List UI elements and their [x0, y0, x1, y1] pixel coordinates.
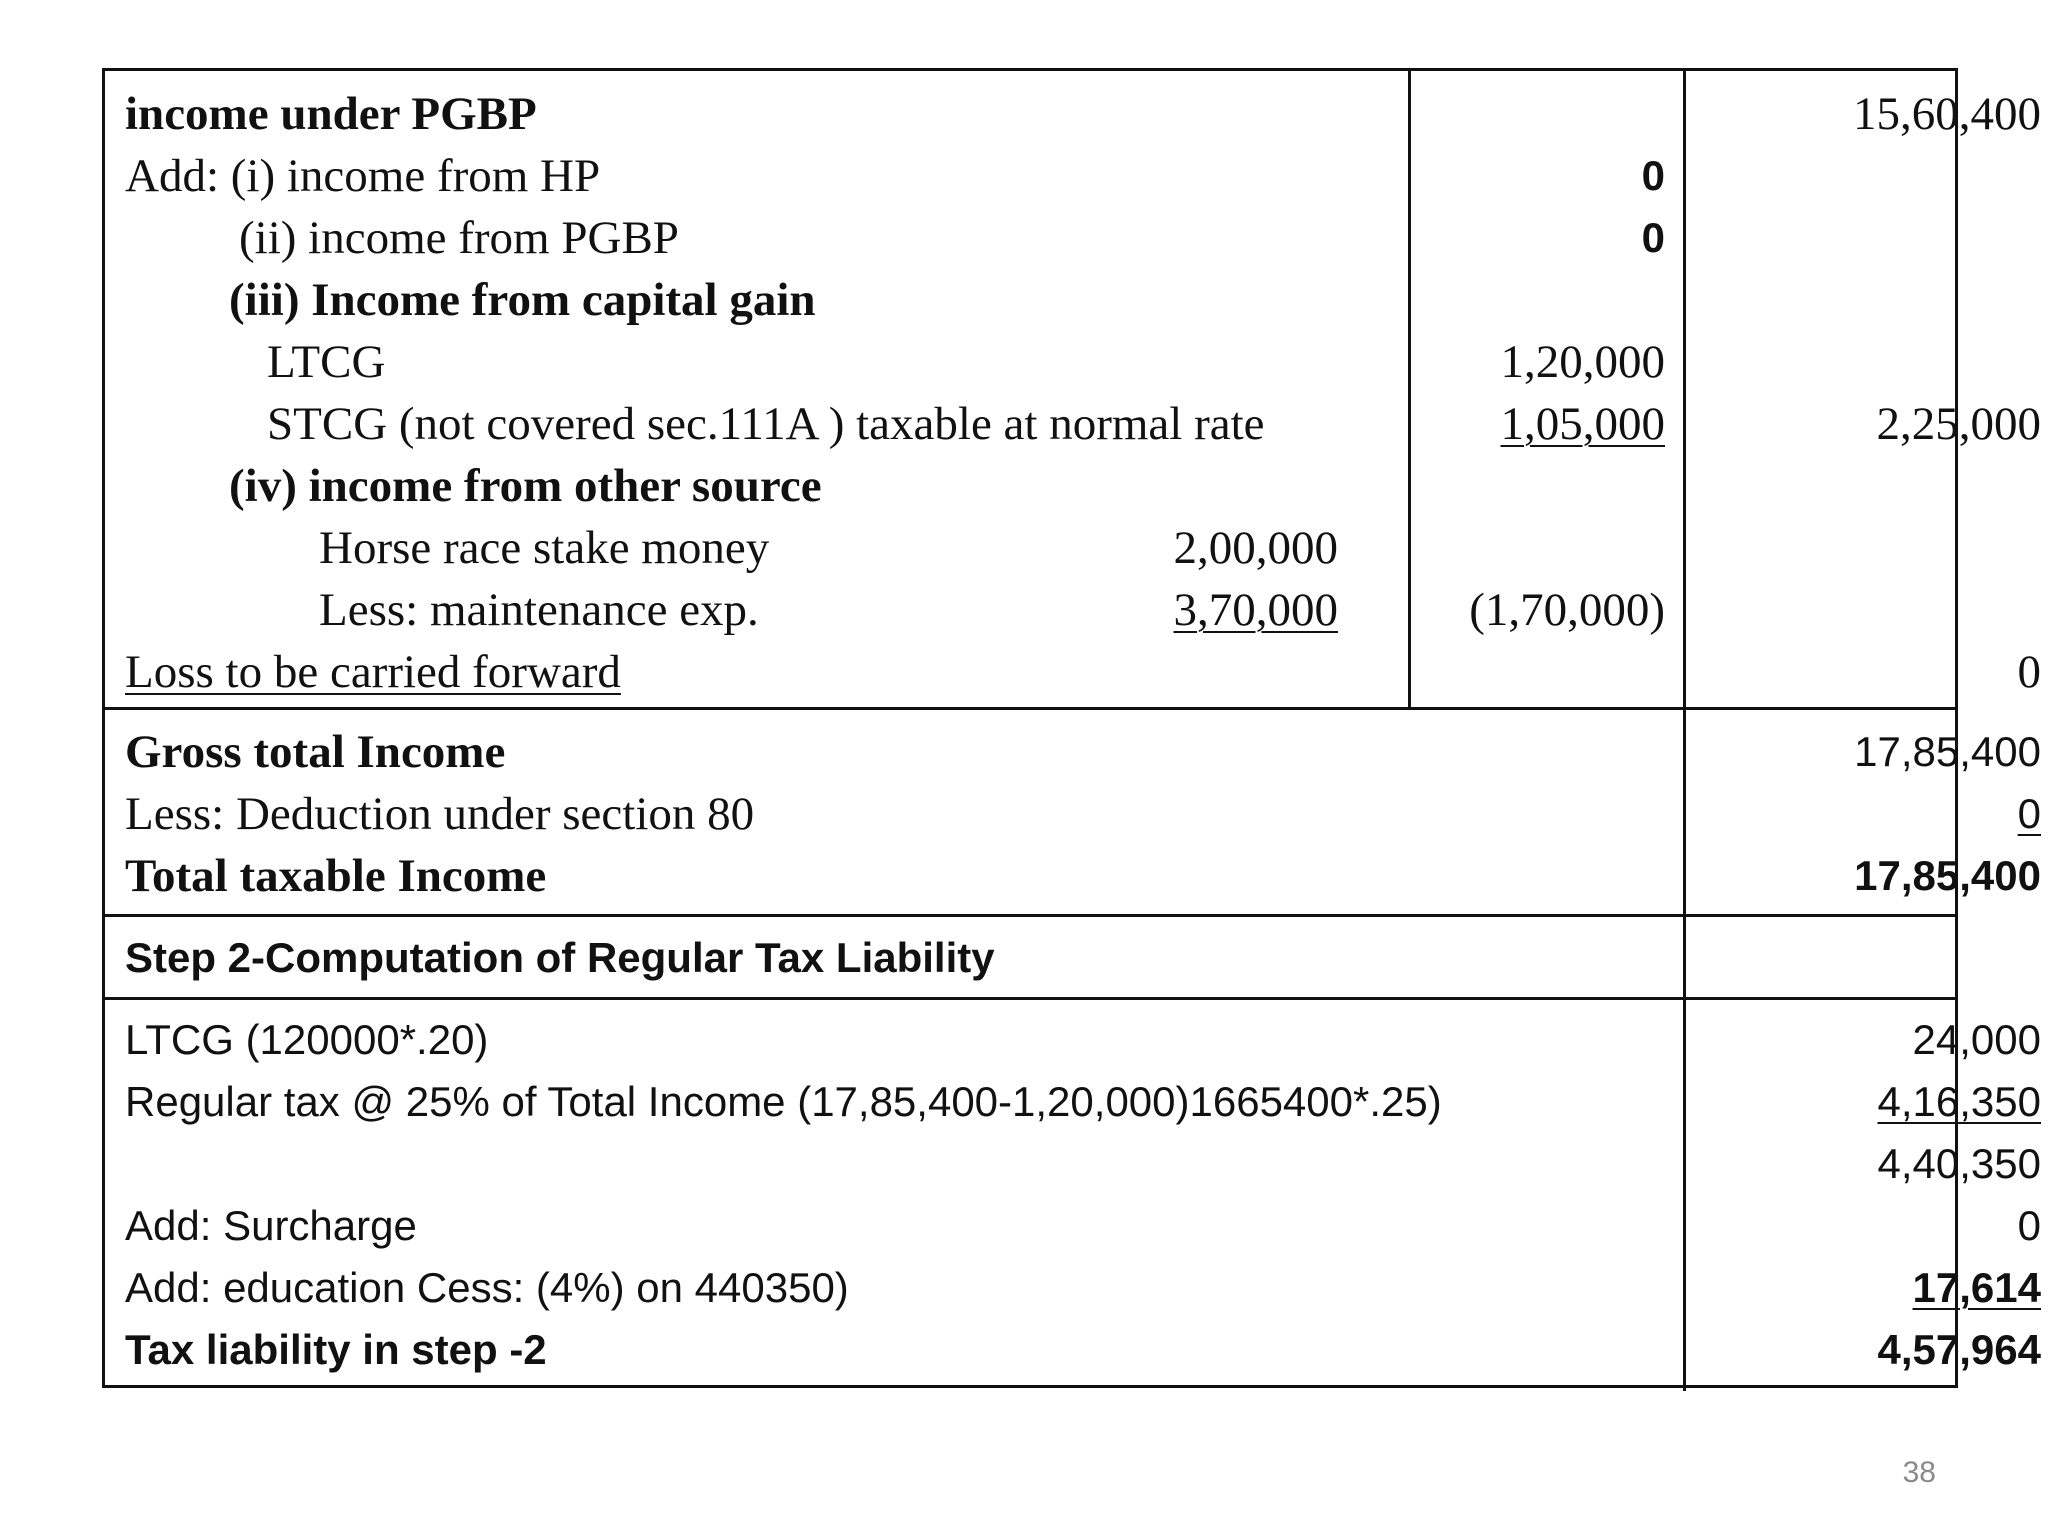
step2-heading-value [1689, 927, 2041, 989]
row-mid-income-hp: 0 [1641, 152, 1665, 199]
row-label-other-source: (iv) income from other source [229, 460, 822, 512]
row-mid-ltcg: 1,20,000 [1500, 336, 1665, 388]
row-label-income-pgbp: income under PGBP [125, 88, 537, 140]
row-mid-other-source: (1,70,000) [1469, 584, 1665, 636]
row-label-surcharge: Add: Surcharge [125, 1202, 417, 1249]
row-value-education-cess: 17,614 [1912, 1264, 2041, 1311]
row-value-loss-carried-forward: 0 [2017, 646, 2041, 698]
page-number: 38 [1902, 1456, 1936, 1489]
row-label-tax-liability: Tax liability in step -2 [125, 1326, 547, 1373]
row-inner-maintenance: 3,70,000 [1173, 584, 1338, 636]
row-label-regular-tax: Regular tax @ 25% of Total Income (17,85,400-1,20,000)1665400*.25) [125, 1078, 1442, 1125]
row-mid-stcg: 1,05,000 [1500, 398, 1665, 450]
section-divider [105, 707, 1955, 710]
row-label-gross-total-income: Gross total Income [125, 726, 506, 778]
row-label-ltcg-tax: LTCG (120000*.20) [125, 1016, 489, 1063]
step2-heading: Step 2-Computation of Regular Tax Liability [125, 934, 995, 981]
row-label-loss-carried-forward: Loss to be carried forward [125, 646, 621, 698]
row-value-gross-total-income: 17,85,400 [1854, 728, 2041, 775]
row-label-stcg: STCG (not covered sec.111A ) taxable at normal rate [267, 398, 1265, 450]
row-label-deduction-80: Less: Deduction under section 80 [125, 788, 755, 840]
row-value-subtotal: 4,40,350 [1877, 1140, 2041, 1187]
row-value-tax-liability: 4,57,964 [1877, 1326, 2041, 1373]
column-divider [1408, 71, 1411, 707]
section-divider [105, 997, 1955, 1000]
row-value-regular-tax: 4,16,350 [1877, 1078, 2041, 1125]
row-label-income-hp: Add: (i) income from HP [125, 150, 601, 202]
row-value-capital-gain-total: 2,25,000 [1876, 398, 2041, 450]
row-value-deduction-80: 0 [2017, 790, 2041, 837]
row-inner-horse-race: 2,00,000 [1173, 522, 1338, 574]
row-label-ltcg: LTCG [267, 336, 386, 388]
row-label-capital-gain: (iii) Income from capital gain [229, 274, 816, 326]
row-label-income-pgbp-sub: (ii) income from PGBP [239, 212, 679, 264]
row-label-maintenance: Less: maintenance exp. [319, 584, 759, 636]
row-value-total-taxable-income: 17,85,400 [1854, 852, 2041, 899]
column-divider [1683, 71, 1686, 1391]
row-value-ltcg-tax: 24,000 [1912, 1016, 2041, 1063]
row-value-surcharge: 0 [2017, 1202, 2041, 1249]
row-label-horse-race: Horse race stake money [319, 522, 770, 574]
row-mid-income-pgbp-sub: 0 [1641, 214, 1665, 261]
row-label-total-taxable-income: Total taxable Income [125, 850, 547, 902]
tax-computation-table [102, 68, 2041, 1388]
row-value-income-pgbp: 15,60,400 [1853, 88, 2041, 140]
section-divider [105, 914, 1955, 917]
row-label-education-cess: Add: education Cess: (4%) on 440350) [125, 1264, 849, 1311]
